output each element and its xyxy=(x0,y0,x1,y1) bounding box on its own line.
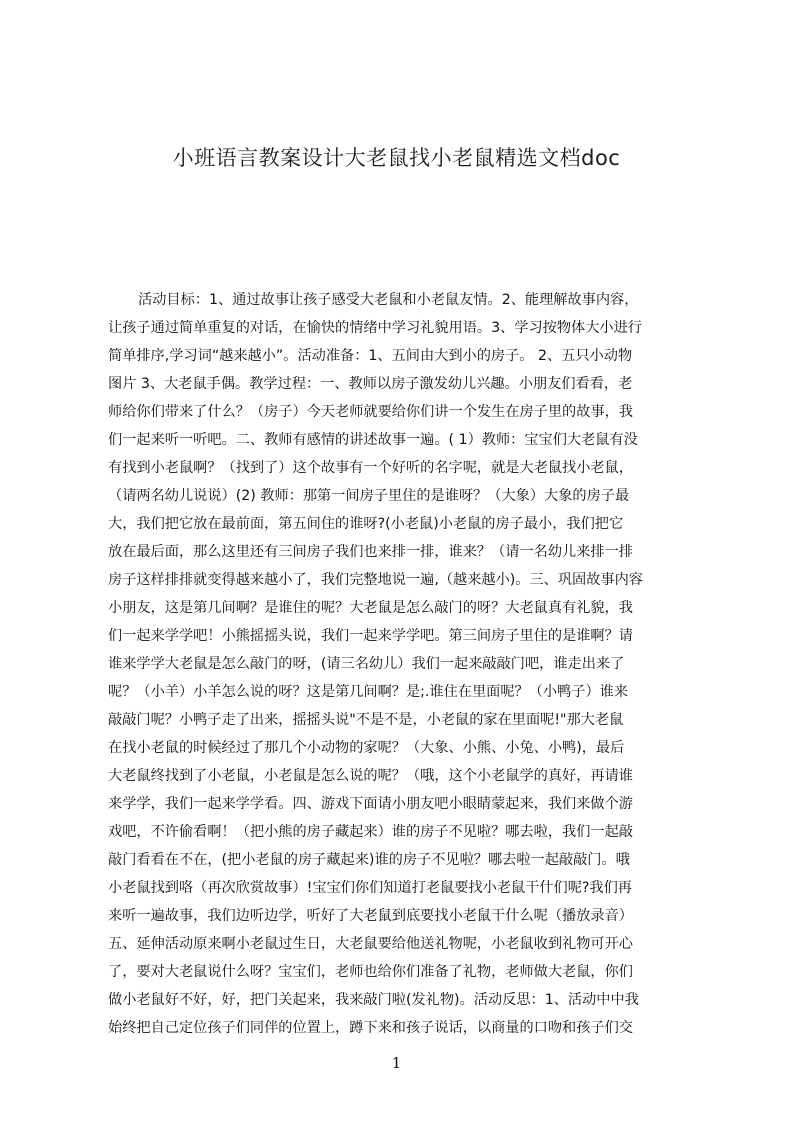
body-line: 谁来学学大老鼠是怎么敲门的呀，(请三名幼儿）我们一起来敲敲门吧，谁走出来了 xyxy=(108,656,625,672)
body-line: 活动目标：1、通过故事让孩子感受大老鼠和小老鼠友情。2、能理解故事内容， xyxy=(138,292,639,308)
body-line: 们一起来学学吧！小熊摇摇头说，我们一起来学学吧。第三间房子里住的是谁啊？请 xyxy=(108,628,633,644)
body-line: 来学学，我们一起来学学看。四、游戏下面请小朋友吧小眼睛蒙起来，我们来做个游 xyxy=(108,796,633,812)
body-line: 大老鼠终找到了小老鼠，小老鼠是怎么说的呢？（哦，这个小老鼠学的真好，再请谁 xyxy=(108,768,633,784)
body-line: 戏吧，不许偷看啊！（把小熊的房子藏起来）谁的房子不见啦？哪去啦，我们一起敲 xyxy=(108,824,633,840)
body-line: 五、延伸活动原来啊小老鼠过生日，大老鼠要给他送礼物呢，小老鼠收到礼物可开心 xyxy=(108,936,633,952)
document-title: 小班语言教案设计大老鼠找小老鼠精选文档doc xyxy=(172,146,621,170)
body-line: 放在最后面，那么这里还有三间房子我们也来排一排，谁来？（请一名幼儿来排一排 xyxy=(108,544,633,560)
body-line: 敲敲门呢？小鸭子走了出来，摇摇头说"不是不是，小老鼠的家在里面呢!"那大老鼠 xyxy=(108,712,624,728)
body-line: 敲门看看在不在，(把小老鼠的房子藏起来)谁的房子不见啦？哪去啦一起敲敲门。哦 xyxy=(108,852,630,868)
page-number: 1 xyxy=(391,1054,402,1072)
body-line: 始终把自己定位孩子们同伴的位置上，蹲下来和孩子说话，以商量的口吻和孩子们交 xyxy=(108,1020,633,1036)
body-line: 做小老鼠好不好，好，把门关起来，我来敲门啦(发礼物)。活动反思：1、活动中中我 xyxy=(108,992,639,1008)
body-line: 在找小老鼠的时候经过了那几个小动物的家呢？（大象、小熊、小兔、小鸭)，最后 xyxy=(108,740,625,756)
body-line: 图片 3、大老鼠手偶。教学过程：一、教师以房子激发幼儿兴趣。小朋友们看看，老 xyxy=(108,376,633,392)
body-line: 们一起来听一听吧。二、教师有感情的讲述故事一遍。( 1）教师：宝宝们大老鼠有没 xyxy=(108,432,638,448)
body-line: 来听一遍故事，我们边听边学，听好了大老鼠到底要找小老鼠干什么呢（播放录音） xyxy=(108,908,633,924)
body-line: 小老鼠找到咯（再次欣赏故事）!宝宝们你们知道打老鼠要找小老鼠干什们呢?我们再 xyxy=(108,880,632,896)
body-line: 大，我们把它放在最前面，第五间住的谁呀?(小老鼠)小老鼠的房子最小，我们把它 xyxy=(108,516,624,532)
body-line: 师给你们带来了什么？（房子）今天老师就要给你们讲一个发生在房子里的故事，我 xyxy=(108,404,633,420)
body-line: 了，要对大老鼠说什么呀？宝宝们，老师也给你们准备了礼物，老师做大老鼠，你们 xyxy=(108,964,633,980)
body-line: 有找到小老鼠啊？（找到了）这个故事有一个好听的名字呢，就是大老鼠找小老鼠， xyxy=(108,460,633,476)
document-body xyxy=(108,286,698,1042)
body-line: 呢？（小羊）小羊怎么说的呀？这是第几间啊？是;.谁住在里面呢？（小鸭子）谁来 xyxy=(108,684,629,700)
body-line: 房子这样排排就变得越来越小了，我们完整地说一遍,（越来越小)。三、巩固故事内容 xyxy=(108,572,643,588)
body-line: 简单排序,学习词“越来越小”。活动准备：1、五间由大到小的房子。 2、五只小动物 xyxy=(108,348,633,364)
body-line: 让孩子通过简单重复的对话，在愉快的情绪中学习礼貌用语。3、学习按物体大小进行 xyxy=(108,320,642,336)
body-line: （请两名幼儿说说）(2) 教师：那第一间房子里住的是谁呀？（大象）大象的房子最 xyxy=(108,488,630,504)
body-line: 小朋友，这是第几间啊？是谁住的呢？大老鼠是怎么敲门的呀？大老鼠真有礼貌，我 xyxy=(108,600,633,616)
